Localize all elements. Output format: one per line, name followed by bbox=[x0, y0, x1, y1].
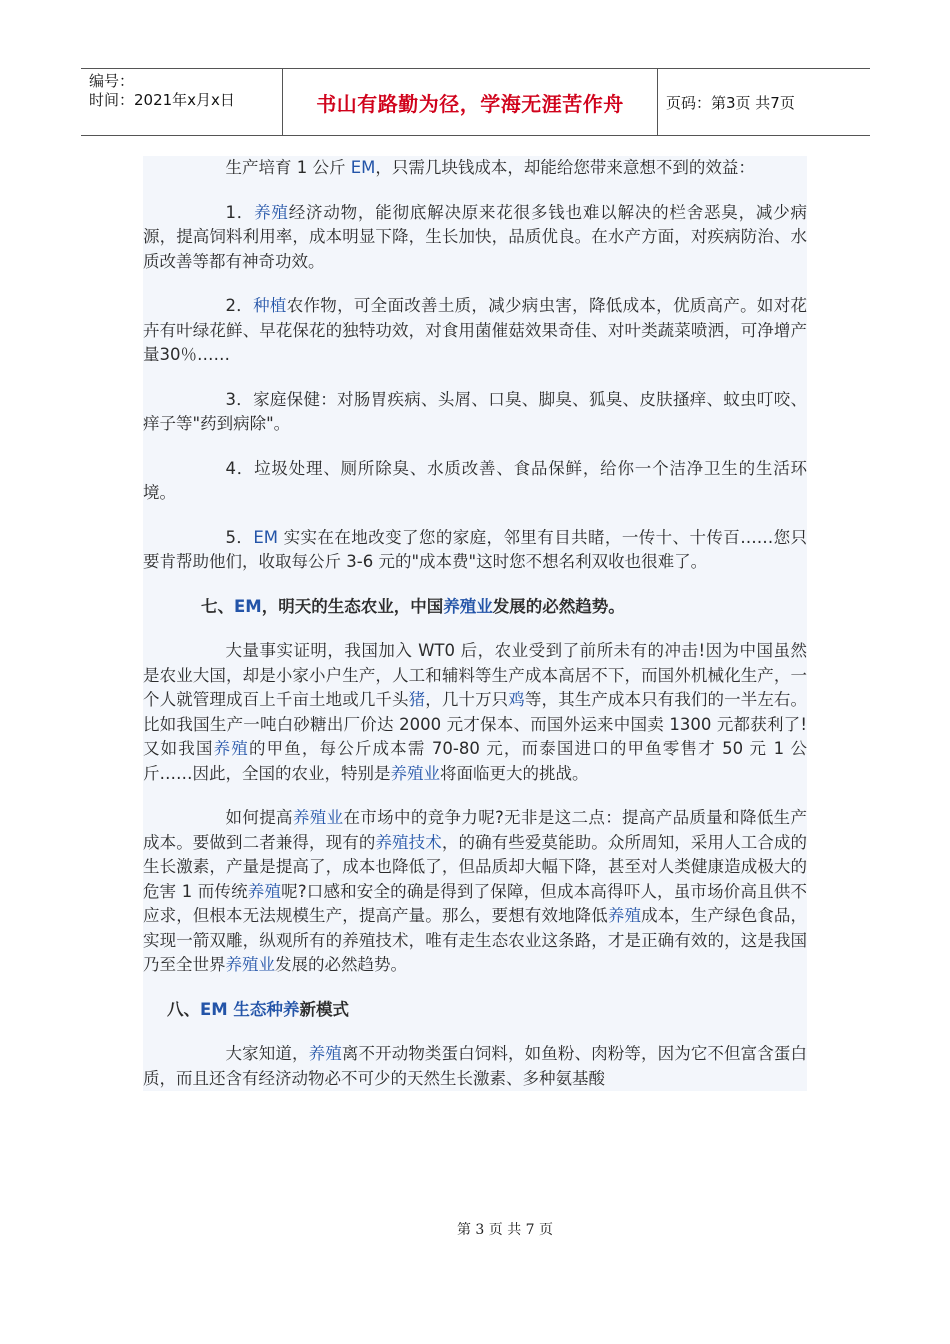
inline-link[interactable]: 养殖业 bbox=[443, 596, 493, 616]
text-run: 八、 bbox=[167, 999, 200, 1019]
inline-link[interactable]: 养殖 bbox=[247, 881, 282, 901]
inline-link[interactable]: 养殖技术 bbox=[375, 832, 442, 852]
section-heading-8 bbox=[143, 998, 807, 1023]
text-run: 发展的必然趋势。 bbox=[492, 596, 625, 616]
text-run: 将面临更大的挑战。 bbox=[440, 763, 589, 783]
inline-link[interactable]: 养殖 bbox=[254, 202, 289, 222]
inline-link[interactable]: 养殖业 bbox=[225, 955, 275, 974]
text-run: 生产培育 1 公斤 bbox=[225, 158, 351, 177]
inline-link[interactable]: EM bbox=[350, 158, 376, 177]
inline-link[interactable]: EM 生态种养 bbox=[200, 999, 300, 1019]
paragraph bbox=[143, 1042, 807, 1091]
text-run: 2． bbox=[225, 296, 254, 315]
text-run: 呢?口感和安全的确是得到了保障，但成本高得吓人，虽市场价高且供不应求，但根本无法规模生产，提高产量。那么，要想有效地降低 bbox=[143, 881, 808, 925]
text-run: 1． bbox=[225, 202, 255, 222]
text-run: 经济动物，能彻底解决原来花很多钱也难以解决的栏舍恶臭，减少病源，提高饲料利用率，成本明显下降，生长加快，品质优良。在水产方面，对疾病防治、水质改善等都有神奇功效。 bbox=[143, 202, 808, 271]
inline-link[interactable]: 养殖 bbox=[213, 739, 249, 758]
text-run: 等，其生产成本只有我们的一半左右。比如我国生产一吨白砂糖出厂价达 2000 元才保本、而国外运来中国卖 1300 元都获利了!又如我国 bbox=[143, 690, 808, 758]
inline-link[interactable]: 养殖业 bbox=[390, 763, 440, 783]
inline-link[interactable]: 养殖业 bbox=[292, 808, 344, 827]
text-run: 成本，生产绿色食品，实现一箭双雕，纵观所有的养殖技术，唯有走生态农业这条路，才是正确有效的，这是我国乃至全世界 bbox=[143, 906, 808, 974]
paragraph bbox=[143, 526, 807, 575]
text-run: 实实在在地改变了您的家庭，邻里有目共睹，一传十、十传百……您只要肯帮助他们，收取每公斤 3-6 元的"成本费"这时您不想名利双收也很难了。 bbox=[143, 527, 808, 571]
text-run: 如何提高 bbox=[225, 808, 293, 827]
text-run: 5． bbox=[225, 527, 254, 547]
text-run: 3．家庭保健：对肠胃疾病、头屑、口臭、脚臭、狐臭、皮肤搔痒、蚊虫叮咬、痒子等"药到病除"。 bbox=[143, 389, 807, 433]
header-table bbox=[81, 68, 870, 136]
header-page-info: 页码：第3页 共7页 bbox=[666, 93, 795, 112]
text-run: 发展的必然趋势。 bbox=[275, 955, 407, 974]
time-label: 时间：2021年x月x日 bbox=[89, 91, 235, 109]
code-label: 编号： bbox=[89, 72, 135, 90]
inline-link[interactable]: 猪 bbox=[408, 690, 426, 709]
section-heading-7 bbox=[143, 595, 807, 620]
header-meta bbox=[81, 69, 283, 135]
paragraph bbox=[143, 806, 807, 978]
inline-link[interactable]: 养殖 bbox=[607, 906, 642, 925]
paragraph bbox=[143, 639, 807, 786]
paragraph bbox=[143, 156, 807, 181]
paragraph bbox=[143, 457, 807, 506]
header-motto: 书山有路勤为径，学海无涯苦作舟 bbox=[283, 69, 658, 135]
text-run: 七、 bbox=[201, 596, 234, 616]
paragraph bbox=[143, 294, 807, 368]
text-run: ，几十万只 bbox=[425, 690, 509, 709]
text-run: 离不开动物类蛋白饲料，如鱼粉、肉粉等，因为它不但富含蛋白质，而且还含有经济动物必不可少的天然生长激素、多种氨基酸 bbox=[143, 1044, 808, 1088]
text-run: 在市场中的竞争力呢?无非是这二点：提高产品质量和降低生产成本。要做到二者兼得，现有的 bbox=[143, 808, 808, 852]
inline-link[interactable]: EM bbox=[234, 596, 262, 616]
text-run: 新模式 bbox=[299, 999, 349, 1019]
paragraph bbox=[143, 201, 807, 275]
text-run: ，的确有些爱莫能助。众所周知，采用人工合成的生长激素，产量是提高了，成本也降低了，但品质却大幅下降，甚至对人类健康造成极大的危害 1 而传统 bbox=[143, 832, 808, 901]
inline-link[interactable]: EM bbox=[253, 527, 278, 547]
text-run: 4．垃圾处理、厕所除臭、水质改善、食品保鲜，给你一个洁净卫生的生活环境。 bbox=[143, 458, 807, 502]
inline-link[interactable]: 鸡 bbox=[508, 690, 525, 709]
document-body bbox=[143, 156, 807, 1091]
text-run: 农作物，可全面改善土质，减少病虫害，降低成本，优质高产。如对花卉有叶绿花鲜、早花保花的独特功效，对食用菌催菇效果奇佳、对叶类蔬菜喷洒，可净增产量30％…… bbox=[143, 296, 808, 364]
inline-link[interactable]: 种植 bbox=[253, 296, 287, 315]
text-run: 大家知道， bbox=[225, 1044, 309, 1063]
text-run: ，只需几块钱成本，却能给您带来意想不到的效益： bbox=[375, 158, 755, 177]
inline-link[interactable]: 养殖 bbox=[308, 1044, 342, 1063]
text-run: 大量事实证明，我国加入 WT0 后，农业受到了前所未有的冲击!因为中国虽然是农业大国，却是小家小户生产，人工和辅料等生产成本高居不下，而国外机械化生产，一个人就管理成百上千亩土地或几千头 bbox=[143, 641, 807, 709]
paragraph bbox=[143, 388, 807, 437]
text-run: 的甲鱼，每公斤成本需 70-80 元，而泰国进口的甲鱼零售才 50 元 1 公斤……因此，全国的农业，特别是 bbox=[143, 739, 807, 783]
page-footer: 第 3 页 共 7 页 bbox=[456, 1222, 554, 1238]
text-run: ，明天的生态农业，中国 bbox=[261, 596, 444, 616]
